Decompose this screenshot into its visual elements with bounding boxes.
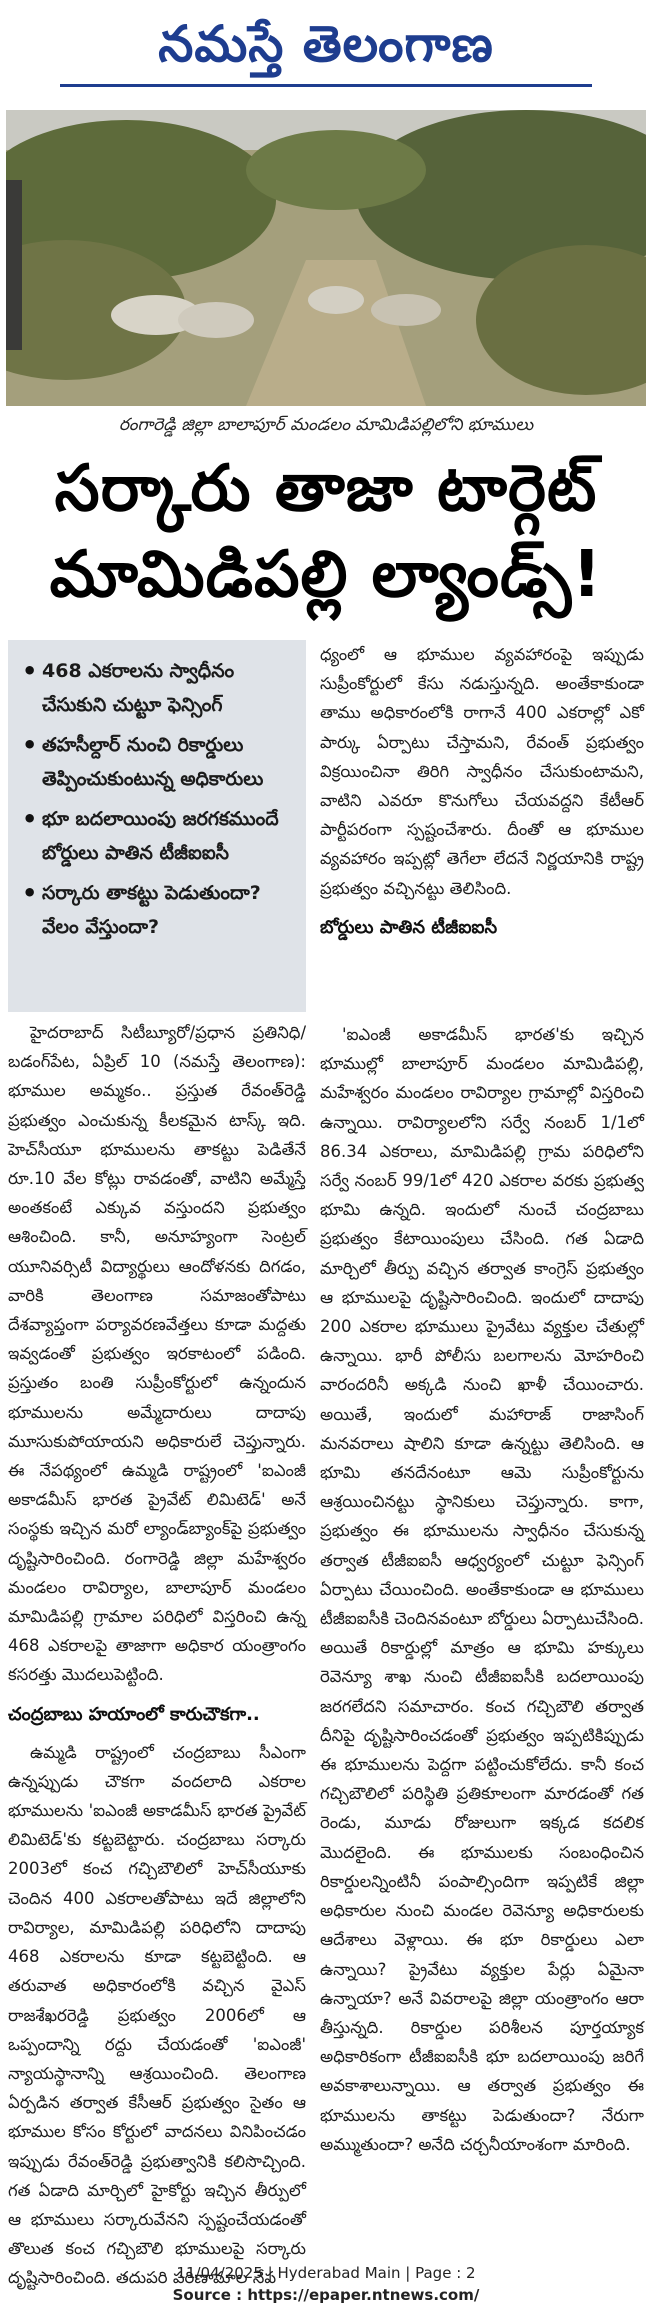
article-paragraph: ధ్యంలో ఆ భూముల వ్యవహారంపై ఇప్పుడు సుప్రీంకోర్టులో కేసు నడుస్తున్నది. అంతేకాకుండా తాము అధికారంలోకి రాగానే 400 ఎకరాల్లో ఎకో పార్కు ఏర్పాటు చేస్తామని, రేవంత్ ప్రభుత్వం విక్రయించినా తిరిగి స్వాధీనం చేసుకుంటామని, వాటిని ఎవరూ కొనుగోలు చేయవద్దని కేటీఆర్ పార్టీపరంగా స్పష్టంచేశారు. దీంతో ఆ భూముల వ్యవహారం ఇప్పట్లో తెగేలా లేదనే నిర్ణయానికి రాష్ట్ర ప్రభుత్వం వచ్చినట్టు తెలిసింది. <box>320 645 644 898</box>
land-photo <box>6 110 646 406</box>
section-subhead: చంద్రబాబు హయాంలో కారుచౌకగా.. <box>8 1703 260 1725</box>
source-link[interactable]: Source : https://epaper.ntnews.com/ <box>172 2286 480 2304</box>
highlight-item: • సర్కారు తాకట్టు పెడుతుందా? వేలం వేస్తుందా? <box>20 876 294 944</box>
photo-caption: రంగారెడ్డి జిల్లా బాలాపూర్ మండలం మామిడిపల్లిలోని భూములు <box>118 415 534 435</box>
edition-info: 11/04/2025 | Hyderabad Main | Page : 2 <box>176 2264 476 2282</box>
section-subhead: బోర్డులు పాతిన టీజీఐఐసీ <box>320 916 498 938</box>
article-column-right <box>320 1020 644 2165</box>
highlight-item: • తహసీల్దార్ నుంచి రికార్డులు తెప్పించుకుంటున్న అధికారులు <box>20 728 294 796</box>
article-paragraph: 'ఐఎంజీ అకాడమీస్ భారత'కు ఇచ్చిన భూముల్లో బాలాపూర్ మండలం మామిడిపల్లి, మహేశ్వరం మండలం రావిర్యాల గ్రామాల్లో విస్తరించి ఉన్నాయి. రావిర్యాలలోని సర్వే నంబర్ 1/1లో 86.34 ఎకరాలు, మామిడిపల్లి గ్రామ పరిధిలోని సర్వే నంబర్ 99/1లో 420 ఎకరాల వరకు ప్రభుత్వ భూమి ఉన్నది. ఇందులో నుంచే చంద్రబాబు ప్రభుత్వం కేటాయింపులు చేసింది. గత ఏడాది మార్చిలో తీర్పు వచ్చిన తర్వాత కాంగ్రెస్ ప్రభుత్వం ఆ భూములపై దృష్టిసారించింది. ఇందులో దాదాపు 200 ఎకరాల భూములు ప్రైవేటు వ్యక్తుల చేతుల్లో ఉన్నాయి. భారీ పోలీసు బలగాలను మోహరించి వారందరినీ అక్కడి నుంచి ఖాళీ చేయించారు. అయితే, ఇందులో మహారాజ్ రాజాసింగ్ మనవరాలు షాలిని కూడా ఉన్నట్టు తెలిసింది. ఆ భూమి తనదేనంటూ ఆమె సుప్రీంకోర్టును ఆశ్రయించినట్టు స్థానికులు చెప్తున్నారు. కాగా, ప్రభుత్వం ఈ భూములను స్వాధీనం చేసుకున్న తర్వాత టీజీఐఐసీ ఆధ్వర్యంలో చుట్టూ ఫెన్సింగ్ ఏర్పాటు చేయించింది. అంతేకాకుండా ఆ భూములు టీజీఐఐసీకి చెందినవంటూ బోర్డులు ఏర్పాటుచేసింది. అయితే రికార్డుల్లో మాత్రం ఆ భూమి హక్కులు రెవెన్యూ శాఖ నుంచి టీజీఐఐసీకి బదలాయింపు జరగలేదని సమాచారం. కంచ గచ్చిబౌలి తర్వాత దీనిపై దృష్టిసారించడంతో ప్రభుత్వం ఇప్పటికిప్పుడు ఈ భూములను పెద్దగా పట్టించుకోలేదు. కానీ కంచ గచ్చిబౌలిలో పరిస్థితి ప్రతికూలంగా మారడంతో గత రెండు, మూడు రోజులుగా ఇక్కడ కదలిక మొదలైంది. ఈ భూములకు సంబంధించిన రికార్డులన్నింటినీ పంపాల్సిందిగా ఇప్పటికే జిల్లా అధికారుల నుంచి మండల రెవెన్యూ అధికారులకు ఆదేశాలు వెళ్లాయి. ఈ భూ రికార్డులు ఎలా ఉన్నాయి? ప్రైవేటు వ్యక్తుల పేర్లు ఏమైనా ఉన్నాయా? అనే వివరాలపై జిల్లా యంత్రాంగం ఆరా తీస్తున్నది. రికార్డుల పరిశీలన పూర్తయ్యాక అధికారికంగా టీజీఐఐసీకి భూ బదలాయింపు జరిగే అవకాశాలున్నాయి. ఆ తర్వాత ప్రభుత్వం ఈ భూములను తాకట్టు పెడుతుందా? నేరుగా అమ్ముతుందా? అనేది చర్చనీయాంశంగా మారింది. <box>320 1025 644 2154</box>
highlights-box <box>8 640 306 1012</box>
headline-line-2: మామిడిపల్లి ల్యాండ్స్! <box>49 538 603 612</box>
masthead <box>0 0 652 110</box>
highlight-item: • భూ బదలాయింపు జరగకముందే బోర్డులు పాతిన టీజీఐఐసీ <box>20 802 294 870</box>
highlight-item: • 468 ఎకరాలను స్వాధీనం చేసుకుని చుట్టూ ఫెన్సింగ్ <box>20 654 294 722</box>
article-column-right-top <box>320 640 644 951</box>
newspaper-name: నమస్తే తెలంగాణ <box>158 14 494 73</box>
headline <box>0 446 652 626</box>
page-footer <box>0 2262 652 2306</box>
land-photo-icon <box>6 110 646 406</box>
article-paragraph: హైదరాబాద్ సిటీబ్యూరో/ప్రధాన ప్రతినిధి/బడంగ్‌పేట, ఏప్రిల్ 10 (నమస్తే తెలంగాణ): భూముల అమ్మకం.. ప్రస్తుత రేవంత్‌రెడ్డి ప్రభుత్వం ఎంచుకున్న కీలకమైన టాస్క్ ఇది. హెచ్‌సీయూ భూములను తాకట్టు పెడితేనే రూ.10 వేల కోట్లు రావడంతో, వాటిని అమ్మేస్తే అంతకంటే ఎక్కువ వస్తుందని ప్రభుత్వం ఆశించింది. కానీ, అనూహ్యంగా సెంట్రల్ యూనివర్సిటీ విద్యార్థులు ఆందోళనకు దిగడం, వారికి తెలంగాణ సమాజంతోపాటు దేశవ్యాప్తంగా పర్యావరణవేత్తలు కూడా మద్దతు ఇవ్వడంతో ప్రభుత్వం ఇరకాటంలో పడింది. ప్రస్తుతం బంతి సుప్రీంకోర్టులో ఉన్నందున భూములను అమ్మేదారులు దాదాపు మూసుకుపోయాయని అధికారులే చెప్తున్నారు. ఈ నేపథ్యంలో ఉమ్మడి రాష్ట్రంలో 'ఐఎంజీ అకాడమీస్ భారత ప్రైవేట్ లిమిటెడ్' అనే సంస్థకు ఇచ్చిన మరో ల్యాండ్‌బ్యాంక్‌పై ప్రభుత్వం దృష్టిసారించింది. రంగారెడ్డి జిల్లా మహేశ్వరం మండలం రావిర్యాల, బాలాపూర్ మండలం మామిడిపల్లి గ్రామాల పరిధిలో విస్తరించి ఉన్న 468 ఎకరాలపై తాజాగా అధికార యంత్రాంగం కసరత్తు మొదలుపెట్టింది. <box>8 1023 306 1685</box>
headline-line-1: సర్కారు తాజా టార్గెట్ <box>54 452 598 526</box>
article-paragraph: ఉమ్మడి రాష్ట్రంలో చంద్రబాబు సీఎంగా ఉన్నప్పుడు చౌకగా వందలాది ఎకరాల భూములను 'ఐఎంజీ అకాడమీస్ భారత ప్రైవేట్ లిమిటెడ్'కు కట్టబెట్టారు. చంద్రబాబు సర్కారు 2003లో కంచ గచ్చిబౌలిలో హెచ్‌సీయూకు చెందిన 400 ఎకరాలతోపాటు ఇదే జిల్లాలోని రావిర్యాల, మామిడిపల్లి పరిధిలోని దాదాపు 468 ఎకరాలను కూడా కట్టబెట్టింది. ఆ తరువాత అధికారంలోకి వచ్చిన వైఎస్ రాజశేఖరరెడ్డి ప్రభుత్వం 2006లో ఆ ఒప్పందాన్ని రద్దు చేయడంతో 'ఐఎంజీ' న్యాయస్థానాన్ని ఆశ్రయించింది. తెలంగాణ ఏర్పడిన తర్వాత కేసీఆర్ ప్రభుత్వం సైతం ఆ భూముల కోసం కోర్టులో వాదనలు వినిపించడం ఇప్పుడు రేవంత్‌రెడ్డి ప్రభుత్వానికి కలిసొచ్చింది. గత ఏడాది మార్చిలో హైకోర్టు ఇచ్చిన తీర్పులో ఆ భూములు సర్కారువేనని స్పష్టంచేయడంతో తొలుత కంచ గచ్చిబౌలి భూములపై సర్కారు దృష్టిసారించింది. తదుపరి పరిణామాల నేప <box>8 1742 306 2288</box>
article-column-left <box>8 1018 306 2299</box>
masthead-rule <box>60 84 592 87</box>
